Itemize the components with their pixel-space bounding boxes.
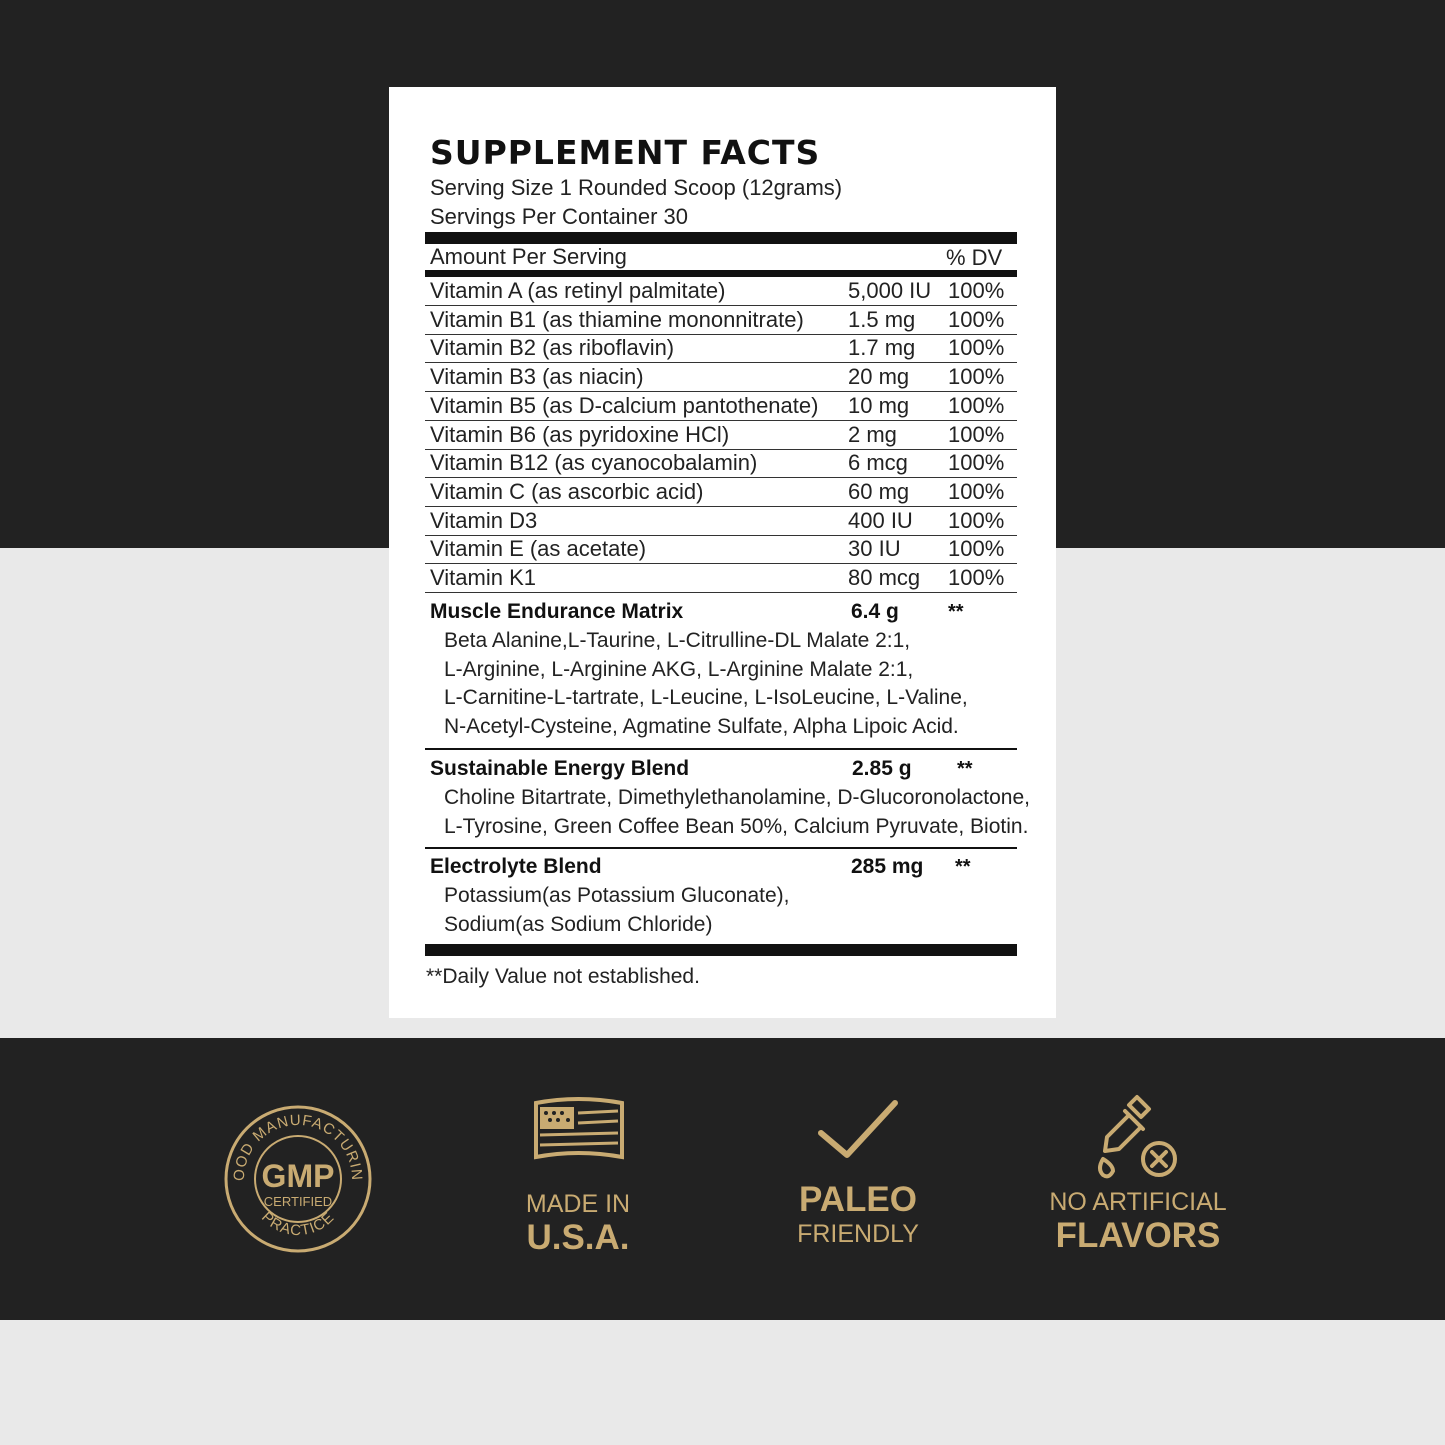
footnote: **Daily Value not established. [426,965,700,988]
vitamin-row [425,334,1017,363]
vitamin-row [425,478,1017,507]
vitamin-dv: 100% [948,392,1005,418]
flavors-text: FLAVORS [1055,1216,1221,1255]
no-artificial-text: NO ARTIFICIAL [1049,1188,1227,1216]
vitamin-name: Vitamin B3 (as niacin) [430,364,644,390]
checkmark-icon [813,1095,903,1165]
vitamin-dv: 100% [948,450,1005,476]
svg-text:PRACTICE [258,1209,338,1240]
usa-text: U.S.A. [526,1218,630,1257]
vitamin-name: Vitamin B1 (as thiamine mononnitrate) [430,306,804,332]
blend-dv: ** [948,601,964,623]
blend-name: Sustainable Energy Blend [430,757,690,780]
blend-divider [425,748,1017,750]
blend-ingredients-line: L-Tyrosine, Green Coffee Bean 50%, Calcium Pyruvate, Biotin. [444,814,1029,838]
vitamin-amount: 80 mcg [848,565,921,590]
vitamin-name: Vitamin B12 (as cyanocobalamin) [430,450,758,476]
vitamin-amount: 60 mg [848,478,910,504]
servings-per-container: Servings Per Container 30 [430,204,689,229]
blend-ingredients-line: L-Carnitine-L-tartrate, L-Leucine, L-IsoLeucine, L-Valine, [444,686,968,710]
blend-ingredients-line: L-Arginine, L-Arginine AKG, L-Arginine Malate 2:1, [444,657,914,681]
vitamin-dv: 100% [948,278,1005,303]
vitamin-amount: 30 IU [848,536,901,562]
vitamin-amount: 1.5 mg [848,306,916,332]
vitamin-dv: 100% [948,306,1005,332]
friendly-text: FRIENDLY [797,1220,919,1248]
blend-ingredients-line: N-Acetyl-Cysteine, Agmatine Sulfate, Alpha Lipoic Acid. [444,715,959,739]
dropper-icon [1093,1093,1183,1179]
amount-per-serving-header: Amount Per Serving [430,244,627,269]
vitamin-name: Vitamin A (as retinyl palmitate) [430,278,726,303]
vitamin-dv: 100% [948,478,1005,504]
vitamin-row [425,507,1017,536]
vitamin-dv: 100% [948,536,1005,562]
vitamin-row [425,277,1017,306]
facts-title: SUPPLEMENT FACTS [430,133,821,172]
thick-rule-bottom [425,944,1017,956]
vitamin-row [425,363,1017,392]
gmp-ring-bottom: PRACTICE [258,1208,338,1240]
thick-rule-header [425,270,1017,277]
vitamin-row [425,564,1017,593]
gmp-sub-text: CERTIFIED [263,1194,333,1209]
paleo-text: PALEO [799,1180,917,1219]
blend-ingredients-line: Choline Bitartrate, Dimethylethanolamine, D-Glucoronolactone, [444,786,1030,809]
blend-ingredients-line: Potassium(as Potassium Gluconate), [444,884,790,907]
vitamin-row [425,421,1017,450]
vitamin-dv: 100% [948,421,1005,447]
vitamin-row [425,535,1017,564]
vitamin-row [425,449,1017,478]
blend-dv: ** [955,856,971,878]
blend-amount: 6.4 g [851,600,899,623]
vitamin-name: Vitamin B6 (as pyridoxine HCl) [430,421,730,447]
vitamin-dv: 100% [948,565,1005,590]
made-in-text: MADE IN [525,1190,631,1218]
blend-ingredients-line: Beta Alanine,L-Taurine, L-Citrulline-DL Malate 2:1, [444,629,911,652]
vitamin-amount: 20 mg [848,364,910,390]
vitamin-dv: 100% [948,335,1005,361]
no-artificial-flavors-badge [1040,1093,1236,1255]
vitamin-name: Vitamin B5 (as D-calcium pantothenate) [430,392,819,418]
vitamin-amount: 1.7 mg [848,335,916,361]
vitamin-amount: 400 IU [848,507,913,533]
vitamin-row [425,392,1017,421]
vitamin-amount: 10 mg [848,392,910,418]
gmp-ring-top: OOD MANUFACTURIN [230,1111,366,1182]
paleo-friendly-badge [778,1095,938,1249]
serving-size: Serving Size 1 Rounded Scoop (12grams) [430,175,843,200]
gmp-center-text: GMP [261,1158,335,1194]
blend-divider [425,847,1017,849]
blend-amount: 2.85 g [852,757,912,780]
vitamin-row [425,306,1017,335]
vitamin-name: Vitamin K1 [430,565,536,590]
vitamin-amount: 5,000 IU [848,278,932,303]
gmp-seal-icon [222,1103,374,1255]
vitamin-dv: 100% [948,364,1005,390]
blend-dv: ** [957,758,973,780]
vitamin-dv: 100% [948,507,1005,533]
blend-amount: 285 mg [851,855,924,878]
blend-ingredients-line: Sodium(as Sodium Chloride) [444,912,713,936]
gmp-certified-badge [222,1103,374,1255]
vitamin-amount: 6 mcg [848,450,908,476]
vitamin-name: Vitamin D3 [430,507,538,533]
vitamin-amount: 2 mg [848,421,897,447]
made-in-usa-badge [498,1093,658,1257]
blend-name: Electrolyte Blend [430,855,602,878]
usa-flag-icon [528,1093,628,1171]
supplement-facts-label [389,87,1056,1018]
dv-header: % DV [946,245,1003,270]
vitamin-name: Vitamin E (as acetate) [430,536,647,562]
vitamin-name: Vitamin B2 (as riboflavin) [430,335,675,361]
blend-name: Muscle Endurance Matrix [430,600,684,623]
vitamin-name: Vitamin C (as ascorbic acid) [430,478,704,504]
